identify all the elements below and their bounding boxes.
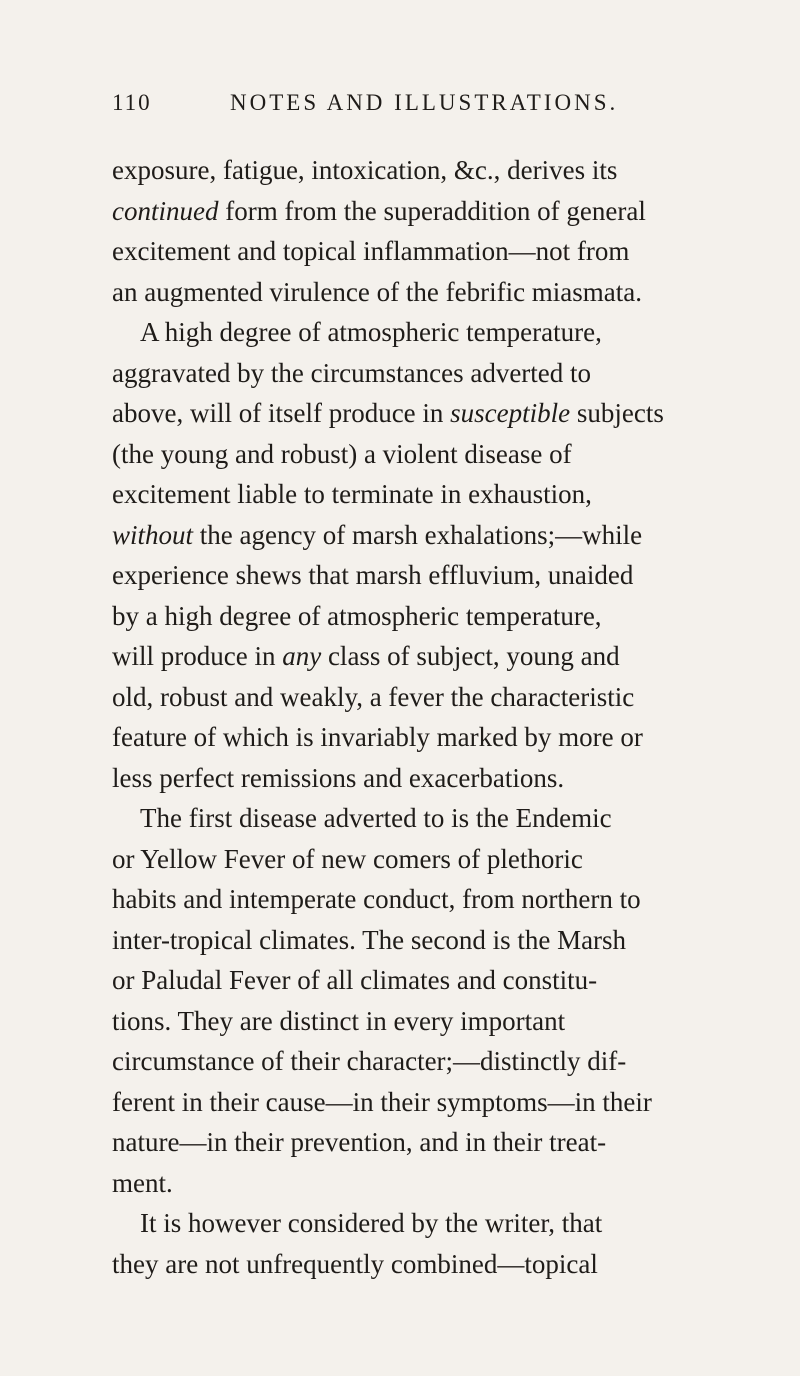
text-line: tions. They are distinct in every important bbox=[112, 1005, 566, 1036]
text-line: aggravated by the circumstances adverted to bbox=[112, 357, 592, 388]
page-number: 110 bbox=[112, 90, 152, 115]
text-line: feature of which is invariably marked by more or bbox=[112, 722, 643, 752]
text-line: by a high degree of atmospheric temperature, bbox=[112, 600, 602, 631]
italic-text: susceptible bbox=[450, 398, 571, 428]
text-line: nature—in their prevention, and in their treat- bbox=[112, 1127, 607, 1157]
line-text: subjects bbox=[570, 398, 664, 428]
text-line bbox=[112, 636, 697, 677]
text-line: an augmented virulence of the febrific miasmata. bbox=[112, 276, 643, 307]
text-line bbox=[112, 393, 697, 434]
text-line: or Paludal Fever of all climates and constitu- bbox=[112, 965, 598, 995]
text-line: ferent in their cause—in their symptoms—in their bbox=[112, 1086, 652, 1117]
line-text: will produce in bbox=[112, 641, 283, 671]
body-text bbox=[112, 150, 697, 1284]
text-line: experience shews that marsh effluvium, unaided bbox=[112, 560, 634, 590]
running-head bbox=[112, 90, 632, 124]
line-text: the agency of marsh exhalations;—while bbox=[193, 519, 643, 550]
text-line: old, robust and weakly, a fever the characteristic bbox=[112, 681, 635, 712]
text-line: they are not unfrequently combined—topical bbox=[112, 1248, 598, 1279]
italic-text: without bbox=[112, 519, 194, 550]
text-line: inter-tropical climates. The second is the Marsh bbox=[112, 924, 627, 955]
paragraph-start-line: It is however considered by the writer, that bbox=[140, 1208, 603, 1238]
italic-text: any bbox=[282, 641, 322, 671]
text-line bbox=[112, 515, 697, 556]
text-line: habits and intemperate conduct, from northern to bbox=[112, 884, 641, 914]
line-text: form from the superaddition of general bbox=[218, 195, 646, 226]
paragraph-start-line: The first disease adverted to is the Endemic bbox=[140, 803, 612, 833]
text-line bbox=[112, 191, 697, 232]
text-line: excitement and topical inflammation—not from bbox=[112, 236, 630, 266]
line-text: class of subject, young and bbox=[321, 641, 620, 671]
text-line: ment. bbox=[112, 1167, 173, 1198]
text-line: (the young and robust) a violent disease of bbox=[112, 438, 572, 469]
text-line: exposure, fatigue, intoxication, &c., derives its bbox=[112, 155, 618, 185]
text-line: circumstance of their character;—distinctly dif- bbox=[112, 1046, 627, 1076]
paragraph-start-line: A high degree of atmospheric temperature, bbox=[140, 317, 602, 347]
running-title: NOTES AND ILLUSTRATIONS. bbox=[230, 90, 619, 115]
italic-text: continued bbox=[112, 195, 219, 226]
text-line: less perfect remissions and exacerbations. bbox=[112, 762, 565, 793]
line-text: above, will of itself produce in bbox=[112, 398, 451, 428]
text-line: or Yellow Fever of new comers of plethoric bbox=[112, 843, 583, 874]
text-line: excitement liable to terminate in exhaustion, bbox=[112, 479, 592, 509]
